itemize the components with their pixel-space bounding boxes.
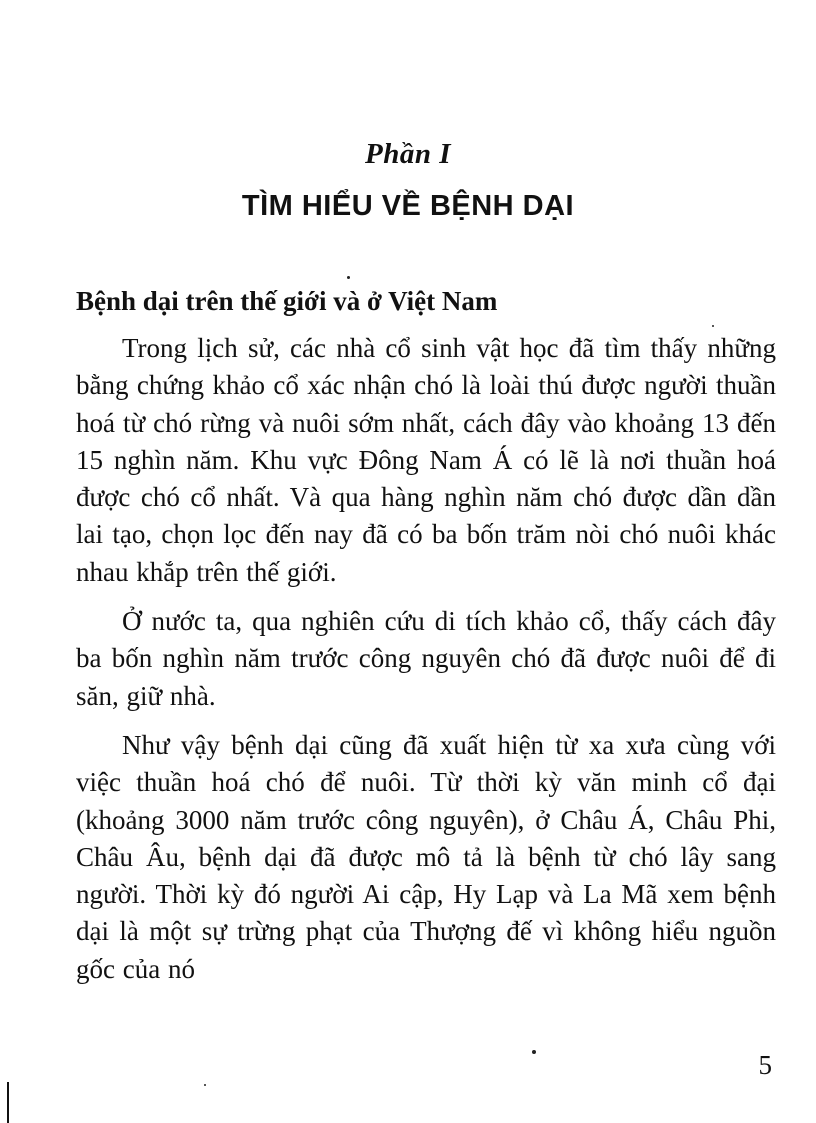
paragraph-3: Như vậy bệnh dại cũng đã xuất hiện từ xa xưa cùng với việc thuần hoá chó để nuôi. Từ thời kỳ văn minh cổ đại (khoảng 3000 năm trước công nguyên), ở Châu Á, Châu Phi, Châu Âu, bệnh dại đã được mô tả là bệnh từ chó lây sang người. Thời kỳ đó người Ai cập, Hy Lạp và La Mã xem bệnh dại là một sự trừng phạt của Thượng đế vì không hiểu nguồn gốc của nó <box>76 729 776 984</box>
section-heading: Bệnh dại trên thế giới và ở Việt Nam <box>76 286 498 316</box>
part-label: Phần I <box>364 138 451 170</box>
page-number: 5 <box>758 1050 772 1080</box>
scan-speck <box>347 276 350 279</box>
body-text <box>76 330 776 1000</box>
scan-speck <box>204 1084 206 1086</box>
part-title: TÌM HIỂU VỀ BỆNH DẠI <box>241 190 575 222</box>
scan-speck <box>532 1050 536 1054</box>
paragraph-1: Trong lịch sử, các nhà cổ sinh vật học đã tìm thấy những bằng chứng khảo cổ xác nhận chó là loài thú được người thuần hoá từ chó rừng và nuôi sớm nhất, cách đây vào khoảng 13 đến 15 nghìn năm. Khu vực Đông Nam Á có lẽ là nơi thuần hoá được chó cổ nhất. Và qua hàng nghìn năm chó được dần dần lai tạo, chọn lọc đến nay đã có ba bốn trăm nòi chó nuôi khác nhau khắp trên thế giới. <box>76 333 776 587</box>
paragraph-2: Ở nước ta, qua nghiên cứu di tích khảo cổ, thấy cách đây ba bốn nghìn năm trước công nguyên chó đã được nuôi để đi săn, giữ nhà. <box>76 606 776 711</box>
scan-edge-line <box>7 1082 9 1123</box>
scan-speck <box>712 325 714 327</box>
